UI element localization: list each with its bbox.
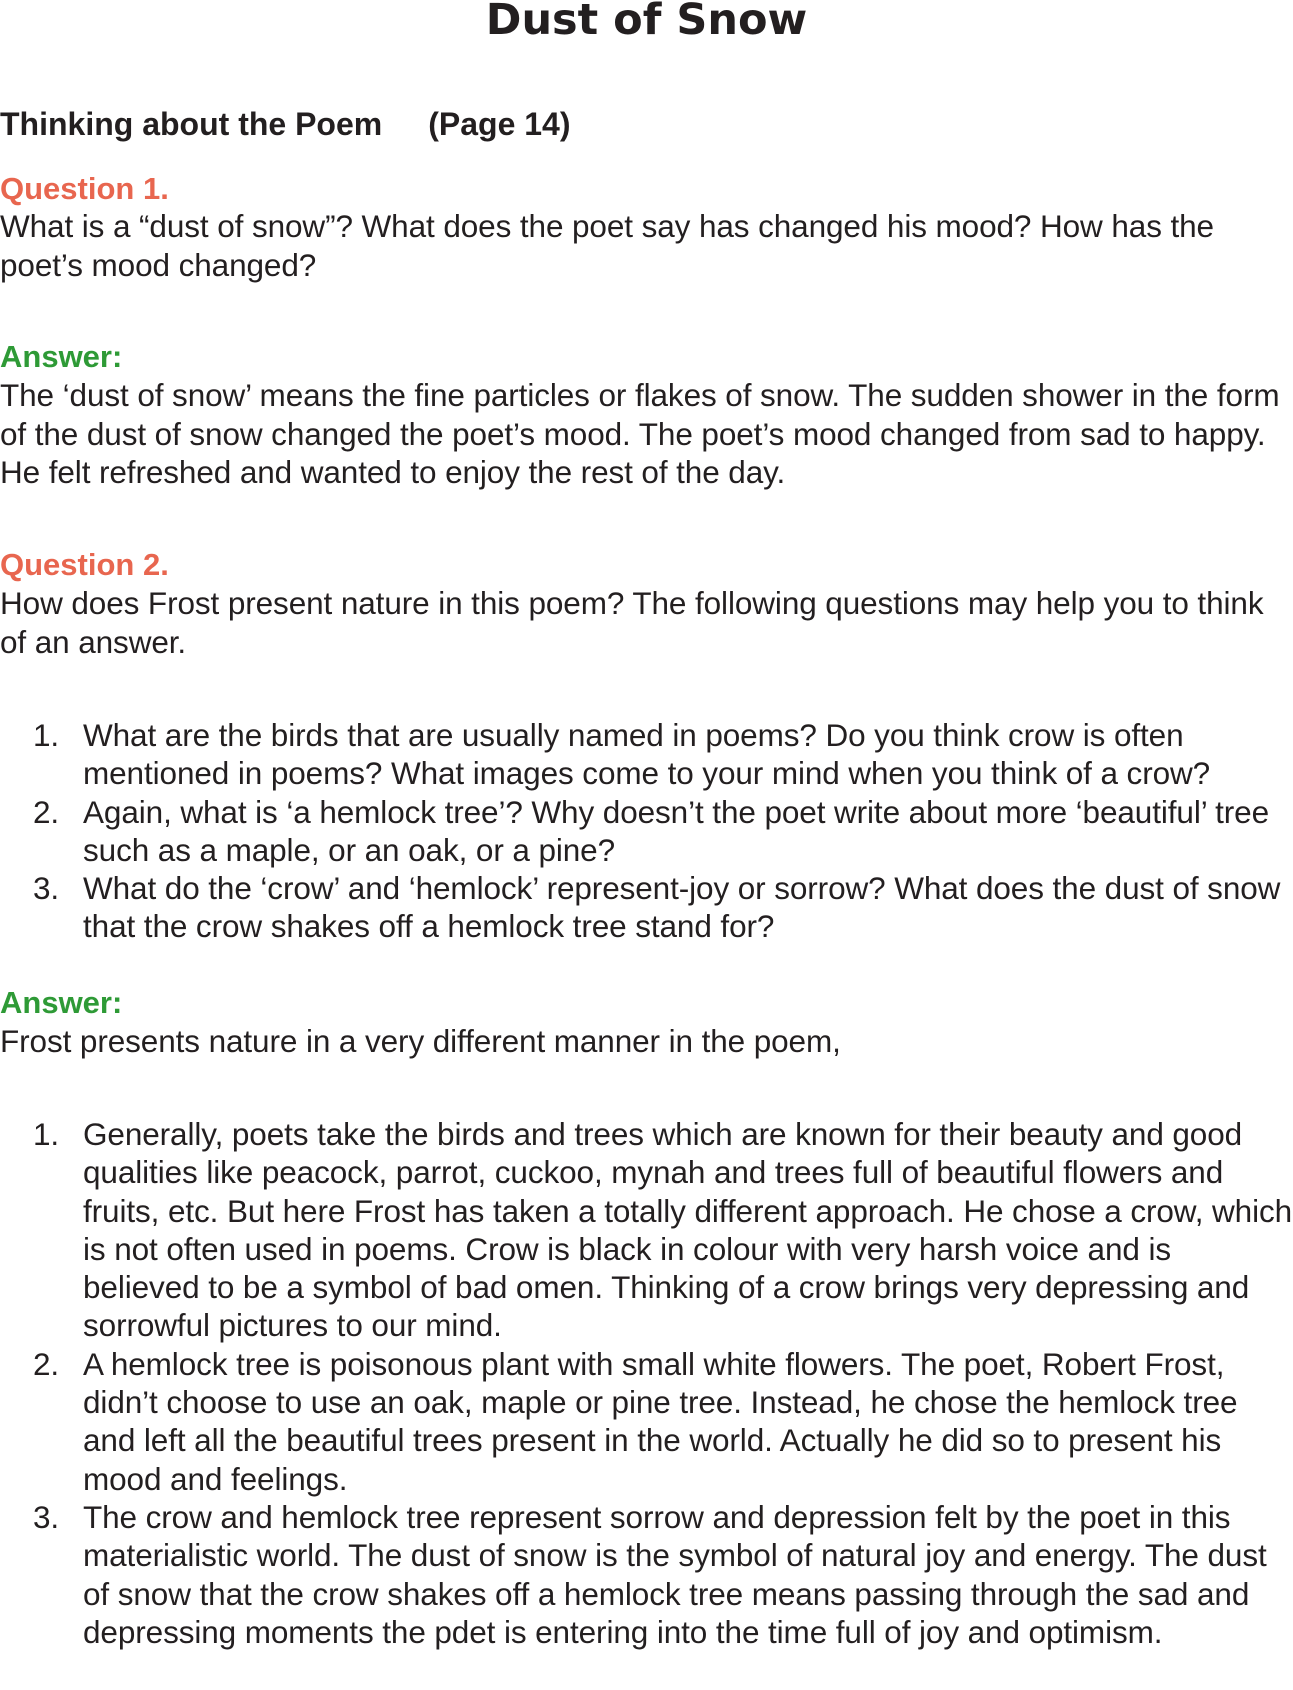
list-item-number: 2.	[33, 1345, 60, 1382]
list-item-number: 3.	[33, 870, 60, 907]
answer-1-text: The ‘dust of snow’ means the fine particles or flakes of snow. The sudden shower in the form of the dust of snow changed the poet’s mood. The poet’s mood changed from sad to happy. He felt refreshed and wanted to enjoy the rest of the day.	[0, 377, 1280, 490]
section-heading-text: Thinking about the Poem	[0, 106, 383, 142]
list-item-text: A hemlock tree is poisonous plant with small white flowers. The poet, Robert Frost, didn’t choose to use an oak, maple or pine tree. Instead, he chose the hemlock tree and left all the beautiful trees present in the world. Actually he did so to present his mood and feelings.	[83, 1345, 1238, 1497]
list-item-number: 1.	[33, 1116, 60, 1152]
list-item-text: What are the birds that are usually named in poems? Do you think crow is often mentioned in poems? What images come to your mind when you think of a crow?	[83, 717, 1211, 792]
question-2-label: Question 2.	[0, 547, 169, 582]
sub-question-list	[0, 716, 1293, 946]
question-1-text: What is a “dust of snow”? What does the poet say has changed his mood? How has the poet’s mood changed?	[0, 208, 1214, 283]
answer-2-label: Answer:	[0, 985, 123, 1020]
answer-2-intro: Frost presents nature in a very different manner in the poem,	[0, 1023, 841, 1059]
list-item-text: What do the ‘crow’ and ‘hemlock’ represent-joy or sorrow? What does the dust of snow that the crow shakes off a hemlock tree stand for?	[83, 870, 1281, 945]
list-item	[0, 1115, 1293, 1345]
page-reference: (Page 14)	[428, 106, 571, 142]
question-1-label: Question 1.	[0, 171, 169, 206]
list-item	[0, 1498, 1293, 1651]
page-title: Dust of Snow	[485, 0, 808, 45]
list-item	[0, 1345, 1293, 1498]
list-item	[0, 716, 1293, 793]
answer-1-label: Answer:	[0, 339, 123, 374]
list-item-number: 1.	[33, 717, 60, 753]
answer-point-list	[0, 1115, 1293, 1651]
list-item-number: 2.	[33, 793, 60, 830]
question-2-text: How does Frost present nature in this poem? The following questions may help you to think of an answer.	[0, 585, 1264, 660]
list-item-text: The crow and hemlock tree represent sorrow and depression felt by the poet in this materialistic world. The dust of snow is the symbol of natural joy and energy. The dust of snow that the crow shakes off a hemlock tree means passing through the sad and depressing moments the pdet is entering into the time full of joy and optimism.	[83, 1498, 1267, 1650]
list-item	[0, 793, 1293, 870]
list-item-number: 3.	[33, 1498, 60, 1535]
list-item-text: Generally, poets take the birds and trees which are known for their beauty and good qualities like peacock, parrot, cuckoo, mynah and trees full of beautiful flowers and fruits, etc. But here Frost has taken a totally different approach. He chose a crow, which is not often used in poems. Crow is black in colour with very harsh voice and is believed to be a symbol of bad omen. Thinking of a crow brings very depressing and sorrowful pictures to our mind.	[83, 1116, 1293, 1344]
list-item	[0, 869, 1293, 946]
list-item-text: Again, what is ‘a hemlock tree’? Why doesn’t the poet write about more ‘beautiful’ tree such as a maple, or an oak, or a pine?	[83, 793, 1270, 868]
section-heading	[0, 104, 571, 144]
